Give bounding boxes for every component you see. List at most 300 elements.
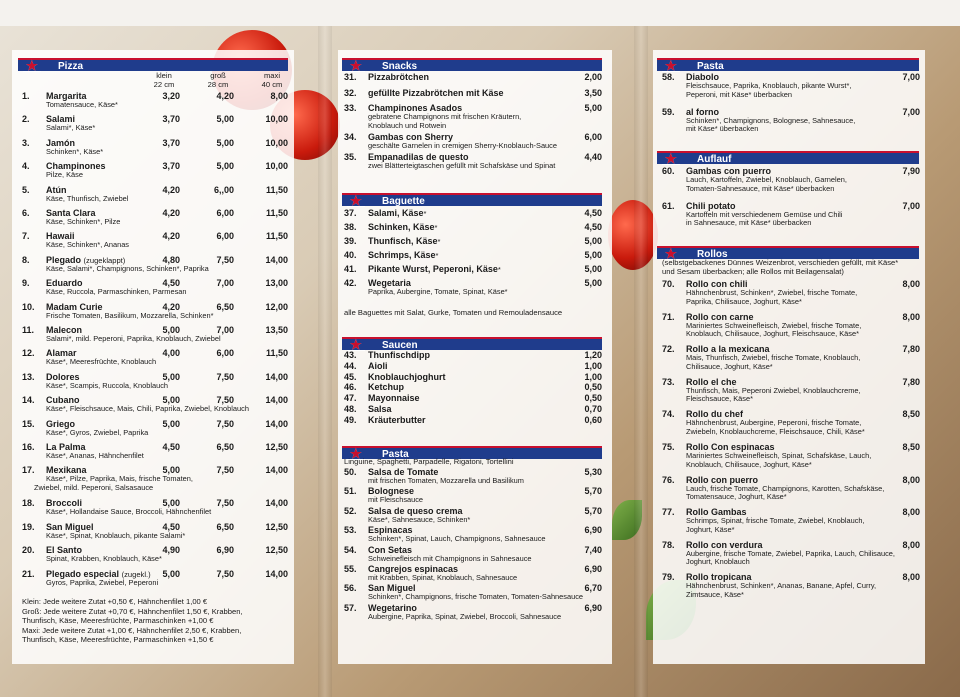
item-price: 14,00 bbox=[265, 254, 288, 265]
item-price: 8,00 bbox=[902, 474, 920, 485]
item-star: * bbox=[435, 251, 439, 260]
fold-line bbox=[634, 26, 648, 697]
item-name bbox=[368, 382, 404, 392]
item-price: 5,70 bbox=[584, 505, 602, 516]
item-number: 40. bbox=[344, 250, 357, 260]
item-price: 4,20 bbox=[162, 301, 180, 312]
item-name-text: La Palma bbox=[46, 442, 86, 452]
item-description: Käse, Schinken*, Ananas bbox=[46, 240, 129, 250]
section-title: Pasta bbox=[697, 61, 724, 72]
item-number: 75. bbox=[662, 442, 675, 452]
item-price: 5,00 bbox=[584, 250, 602, 260]
item-description: Knoblauch, Chilisauce, Joghurt, Käse* bbox=[686, 459, 812, 469]
item-price: 7,50 bbox=[216, 371, 234, 382]
item-price: 4,90 bbox=[162, 545, 180, 556]
item-description: Schinken*, Champignons, frische Tomaten, Tomaten-Sahnesauce bbox=[368, 592, 584, 602]
item-description: Lauch, Kartoffeln, Zwiebel, Knoblauch, Garnelen, bbox=[686, 175, 847, 184]
item-name-text: Thunfisch, Käse bbox=[368, 236, 438, 246]
item-price: 12,50 bbox=[265, 545, 288, 556]
item-description: mit Käse* überbacken bbox=[686, 124, 759, 134]
item-description: Thunfisch, Mais, Peperoni Zwiebel, Knoblauchcreme, bbox=[686, 385, 861, 395]
item-star: * bbox=[497, 265, 501, 274]
item-price: 7,50 bbox=[216, 465, 234, 476]
item-number: 57. bbox=[344, 602, 357, 613]
item-description: Tomatensauce, Joghurt, Käse* bbox=[686, 492, 787, 502]
item-description: Käse*, Spinat, Knoblauch, pikante Salami* bbox=[46, 530, 186, 540]
item-price: 5,00 bbox=[216, 137, 234, 148]
item-price: 1,20 bbox=[584, 350, 602, 360]
item-number: 55. bbox=[344, 564, 357, 574]
size-cm: 22 cm bbox=[153, 80, 175, 89]
pizza-extra-note: Klein: Jede weitere Zutat +0,50 €, Hähnchenfilet 1,00 € bbox=[22, 597, 208, 606]
item-price: 13,50 bbox=[265, 325, 288, 335]
item-number: 5. bbox=[22, 184, 30, 195]
item-description: Käse*, Hollandaise Sauce, Broccoli, Hähnchenfilet bbox=[46, 507, 212, 517]
item-number: 15. bbox=[22, 418, 35, 429]
item-name-text: Jamón bbox=[46, 137, 76, 148]
item-price: 7,50 bbox=[216, 395, 234, 406]
item-price: 0,70 bbox=[584, 404, 602, 414]
item-description: zwei Blätterteigtaschen gefüllt mit Schafskäse und Spinat bbox=[368, 160, 556, 170]
item-name bbox=[368, 361, 388, 371]
item-price: 10,00 bbox=[265, 114, 288, 125]
item-price: 5,00 bbox=[584, 103, 602, 113]
item-number: 8. bbox=[22, 254, 30, 265]
item-price: 6,00 bbox=[216, 231, 234, 242]
item-description: Schinken*, Spinat, Lauch, Champignons, Sahnesauce bbox=[368, 534, 546, 544]
item-name-note: (zugeklappt) bbox=[83, 255, 126, 265]
item-name-text: Rollo con puerro bbox=[686, 474, 758, 485]
item-name-text: Champinones bbox=[46, 161, 106, 172]
item-name-text: Salami, Käse bbox=[368, 208, 424, 218]
item-description: Zimtsauce, Käse* bbox=[686, 590, 744, 599]
star-flag-icon: ★ bbox=[350, 58, 362, 73]
item-number: 73. bbox=[662, 376, 675, 387]
item-name bbox=[368, 236, 440, 247]
item-name-text: Schrimps, Käse bbox=[368, 250, 436, 260]
item-price: 5,00 bbox=[162, 465, 180, 476]
item-price: 0,50 bbox=[584, 393, 602, 404]
size-cm: 40 cm bbox=[261, 80, 283, 89]
item-name-text: Wegetarino bbox=[368, 602, 417, 613]
size-cm: 28 cm bbox=[207, 80, 229, 89]
item-price: 7,50 bbox=[216, 498, 234, 509]
item-name-text: Wegetaria bbox=[368, 278, 411, 288]
item-price: 7,00 bbox=[216, 278, 234, 289]
item-price: 3,70 bbox=[162, 114, 180, 125]
item-price: 0,60 bbox=[584, 414, 602, 425]
item-number: 48. bbox=[344, 404, 357, 414]
item-number: 35. bbox=[344, 151, 357, 162]
item-price: 7,00 bbox=[902, 106, 920, 117]
rollos-intro: (selbstgebackenes Dünnes Weizenbrot, verschieden gefüllt, mit Käse* bbox=[662, 258, 899, 267]
item-name-text: Schinken, Käse bbox=[368, 222, 435, 232]
item-description: Joghurt, Käse* bbox=[686, 524, 735, 534]
item-number: 41. bbox=[344, 264, 357, 274]
item-number: 32. bbox=[344, 87, 357, 98]
item-price: 6,90 bbox=[216, 545, 234, 556]
item-price: 3,70 bbox=[162, 137, 180, 148]
item-description: Lauch, frische Tomate, Champignons, Karotten, Schafskäse, bbox=[686, 483, 885, 493]
item-star: * bbox=[437, 237, 441, 246]
item-price: 5,00 bbox=[162, 418, 180, 429]
item-name-text: Thunfischdipp bbox=[368, 350, 430, 360]
item-number: 49. bbox=[344, 414, 357, 425]
item-name-text: Plegado especial bbox=[46, 568, 120, 579]
item-name-text: Santa Clara bbox=[46, 208, 96, 218]
item-number: 39. bbox=[344, 236, 357, 246]
item-name-text: Aioli bbox=[368, 360, 388, 371]
item-name bbox=[368, 222, 438, 233]
item-name-text: Pikante Wurst, Peperoni, Käse bbox=[368, 264, 498, 274]
item-description: Käse, Salami*, Champignons, Schinken*, Paprika bbox=[46, 263, 209, 273]
item-number: 34. bbox=[344, 131, 357, 142]
item-price: 7,00 bbox=[902, 72, 920, 82]
item-price: 6,,00 bbox=[213, 184, 234, 195]
item-description: Käse*, Gyros, Zwiebel, Paprika bbox=[46, 427, 149, 437]
section-title: Saucen bbox=[382, 340, 418, 351]
item-number: 13. bbox=[22, 371, 35, 382]
item-price: 14,00 bbox=[265, 371, 288, 382]
item-name-text: Margarita bbox=[46, 91, 87, 101]
item-price: 4,20 bbox=[162, 184, 180, 195]
section-title: Auflauf bbox=[697, 154, 732, 165]
item-price: 8,00 bbox=[902, 311, 920, 322]
item-price: 5,00 bbox=[162, 325, 180, 335]
item-name-text: San Miguel bbox=[46, 521, 94, 532]
item-number: 19. bbox=[22, 521, 35, 532]
pasta-header bbox=[657, 58, 919, 71]
top-strip bbox=[0, 0, 960, 26]
item-price: 6,90 bbox=[584, 602, 602, 613]
item-price: 4,50 bbox=[162, 442, 180, 452]
item-price: 10,00 bbox=[265, 137, 288, 148]
item-price: 8,50 bbox=[902, 442, 920, 452]
item-name-text: Rollo Con espinacas bbox=[686, 442, 775, 452]
star-flag-icon: ★ bbox=[350, 337, 362, 352]
star-flag-icon: ★ bbox=[665, 58, 677, 73]
item-number: 7. bbox=[22, 231, 30, 242]
item-price: 12,00 bbox=[265, 301, 288, 312]
item-price: 3,20 bbox=[162, 91, 180, 101]
item-number: 6. bbox=[22, 208, 30, 218]
item-name-text: Bolognese bbox=[368, 486, 415, 497]
item-price: 5,00 bbox=[162, 371, 180, 382]
item-price: 7,80 bbox=[902, 344, 920, 355]
item-price: 14,00 bbox=[265, 465, 288, 476]
item-name-text: Mayonnaise bbox=[368, 393, 420, 404]
item-name-text: Con Setas bbox=[368, 544, 413, 555]
item-price: 7,80 bbox=[902, 376, 920, 387]
item-price: 7,50 bbox=[216, 568, 234, 579]
item-description: Gyros, Paprika, Zwiebel, Peperoni bbox=[46, 577, 159, 587]
item-price: 8,00 bbox=[902, 279, 920, 289]
pizza-extra-note: Thunfisch, Käse, Meeresfrüchte, Parmaschinken +1,00 € bbox=[22, 616, 214, 626]
size-label: klein bbox=[156, 71, 172, 80]
item-name-text: Knoblauchjoghurt bbox=[368, 371, 446, 382]
item-name-text: Malecon bbox=[46, 325, 83, 335]
item-description: Käse, Schinken*, Pilze bbox=[46, 217, 121, 226]
star-flag-icon: ★ bbox=[665, 151, 677, 166]
item-star: * bbox=[434, 223, 438, 232]
item-name-text: Cubano bbox=[46, 395, 80, 406]
item-name bbox=[368, 264, 501, 275]
item-price: 6,00 bbox=[216, 208, 234, 218]
item-description: Pilze, Käse bbox=[46, 170, 83, 180]
item-name bbox=[368, 88, 504, 98]
item-name bbox=[368, 404, 392, 414]
item-price: 11,50 bbox=[265, 348, 288, 359]
item-description: Hähnchenbrust, Aubergine, Peperoni, frische Tomate, bbox=[686, 418, 862, 428]
item-description: Mariniertes Schweinefleisch, Zwiebel, frische Tomate, bbox=[686, 320, 862, 330]
item-description: in Sahnesauce, mit Käse* überbacken bbox=[686, 218, 812, 228]
item-description: Zwiebeln, Knoblauchcreme, Fleischsauce, Chili, Käse* bbox=[686, 427, 865, 436]
item-description: Peperoni, mit Käse* überbacken bbox=[686, 89, 792, 99]
item-name-text: Champinones Asados bbox=[368, 103, 463, 113]
item-name-text: Rollo con carne bbox=[686, 311, 754, 322]
item-price: 5,30 bbox=[584, 467, 602, 477]
item-price: 8,00 bbox=[902, 507, 920, 518]
snacks-header bbox=[342, 58, 602, 71]
item-number: 54. bbox=[344, 544, 357, 555]
item-name-text: gefüllte Pizzabrötchen mit Käse bbox=[368, 87, 504, 98]
item-name-text: Dolores bbox=[46, 371, 80, 382]
item-price: 6,00 bbox=[584, 131, 602, 142]
item-price: 5,00 bbox=[584, 278, 602, 288]
star-flag-icon: ★ bbox=[26, 58, 38, 73]
item-description: Hähnchenbrust, Schinken*, Zwiebel, frische Tomate, bbox=[686, 288, 858, 297]
item-description: mit Fleischsauce bbox=[368, 495, 424, 505]
item-description: Salami*, Käse* bbox=[46, 123, 96, 133]
item-name-text: Rollo a la mexicana bbox=[686, 344, 770, 355]
item-name-text: Rollo el che bbox=[686, 376, 737, 387]
item-description: Aubergine, Paprika, Spinat, Zwiebel, Broccoli, Sahnesauce bbox=[368, 611, 562, 621]
section-title: Snacks bbox=[382, 61, 418, 72]
item-name-text: Atún bbox=[46, 184, 67, 195]
item-name-text: Rollo du chef bbox=[686, 409, 743, 420]
pizza-extra-note: Maxi: Jede weitere Zutat +1,00 €, Hähnchenfilet 2,50 €, Krabben, bbox=[22, 625, 242, 635]
item-number: 3. bbox=[22, 137, 30, 148]
item-name-text: Alamar bbox=[46, 348, 77, 359]
item-number: 45. bbox=[344, 371, 357, 382]
item-name-text: Salami bbox=[46, 114, 76, 125]
auflauf-header bbox=[657, 151, 919, 164]
item-name-text: El Santo bbox=[46, 545, 83, 556]
item-name-text: Salsa bbox=[368, 404, 392, 414]
item-number: 72. bbox=[662, 344, 675, 355]
item-number: 38. bbox=[344, 222, 357, 232]
item-price: 6,50 bbox=[216, 442, 234, 452]
item-name-text: Broccoli bbox=[46, 498, 83, 509]
item-number: 20. bbox=[22, 545, 35, 556]
item-star: * bbox=[423, 209, 427, 218]
baguette-note: alle Baguettes mit Salat, Gurke, Tomaten und Remouladensauce bbox=[344, 308, 563, 317]
item-name bbox=[368, 393, 420, 403]
item-price: 5,00 bbox=[584, 236, 602, 246]
pizza-header bbox=[18, 58, 288, 71]
item-number: 17. bbox=[22, 465, 35, 476]
item-description: Spinat, Krabben, Knoblauch, Käse* bbox=[46, 554, 162, 564]
item-name-text: Eduardo bbox=[46, 278, 83, 289]
item-price: 4,00 bbox=[162, 348, 180, 359]
item-description: Schweinefleisch mit Champignons in Sahnesauce bbox=[368, 553, 532, 563]
item-description: mit Krabben, Spinat, Knoblauch, Sahnesauce bbox=[368, 573, 518, 582]
item-name-text: al forno bbox=[686, 106, 719, 117]
star-flag-icon: ★ bbox=[665, 246, 677, 261]
item-number: 4. bbox=[22, 161, 30, 172]
item-description: Käse, Ruccola, Parmaschinken, Parmesan bbox=[46, 287, 187, 297]
item-number: 70. bbox=[662, 279, 675, 289]
item-price: 5,70 bbox=[584, 486, 602, 497]
item-description: Schinken*, Käse* bbox=[46, 146, 104, 156]
item-price: 14,00 bbox=[265, 418, 288, 429]
item-price: 5,00 bbox=[162, 498, 180, 509]
item-name-text: Madam Curie bbox=[46, 301, 103, 312]
item-price: 8,50 bbox=[902, 409, 920, 420]
item-name-text: Hawaii bbox=[46, 231, 75, 242]
item-price: 7,00 bbox=[216, 325, 234, 335]
item-description: geschälte Garnelen in cremigen Sherry-Knoblauch-Sauce bbox=[368, 140, 557, 150]
item-price: 6,50 bbox=[216, 301, 234, 312]
item-name bbox=[368, 208, 427, 219]
item-description: mit frischen Tomaten, Mozzarella und Basilikum bbox=[368, 476, 524, 485]
item-description: Joghurt, Knoblauch bbox=[686, 557, 750, 567]
item-description: Käse*, Sahnesauce, Schinken* bbox=[368, 514, 471, 524]
item-price: 7,00 bbox=[902, 200, 920, 211]
item-price: 5,00 bbox=[162, 395, 180, 406]
item-price: 6,90 bbox=[584, 564, 602, 574]
item-description: Mais, Thunfisch, Zwiebel, frische Tomate, Knoblauch, bbox=[686, 353, 861, 363]
item-number: 1. bbox=[22, 91, 30, 101]
item-price: 7,40 bbox=[584, 544, 602, 555]
item-price: 3,70 bbox=[162, 161, 180, 172]
item-number: 33. bbox=[344, 103, 357, 113]
item-price: 4,40 bbox=[584, 151, 602, 162]
item-description: Tomaten-Sahnesauce, mit Käse* überbacken bbox=[686, 183, 835, 193]
item-price: 3,50 bbox=[584, 87, 602, 98]
item-name bbox=[368, 250, 439, 261]
item-description: Aubergine, frische Tomate, Zwiebel, Paprika, Lauch, Chilisauce, bbox=[686, 548, 895, 558]
item-number: 58. bbox=[662, 72, 675, 82]
item-number: 21. bbox=[22, 568, 35, 579]
item-price: 12,50 bbox=[265, 521, 288, 532]
item-price: 1,00 bbox=[584, 360, 602, 371]
item-number: 77. bbox=[662, 507, 675, 518]
pizza-extra-note: Groß: Jede weitere Zutat +0,70 €, Hähnchenfilet 1,50 €, Krabben, bbox=[22, 606, 243, 616]
item-description: Mariniertes Schweinefleisch, Spinat, Schafskäse, Lauch, bbox=[686, 451, 872, 460]
item-number: 18. bbox=[22, 498, 35, 509]
item-description: Paprika, Aubergine, Tomate, Spinat, Käse* bbox=[368, 287, 508, 296]
item-description: Hähnchenbrust, Schinken*, Ananas, Banane, Apfel, Curry, bbox=[686, 581, 877, 591]
item-number: 42. bbox=[344, 278, 357, 288]
rollos-intro: und Sesam überbacken; alle Rollos mit Beilagensalat) bbox=[662, 267, 844, 276]
item-description: Tomatensauce, Käse* bbox=[46, 100, 118, 109]
item-price: 5,00 bbox=[216, 114, 234, 125]
item-price: 7,50 bbox=[216, 418, 234, 429]
item-price: 1,00 bbox=[584, 371, 602, 382]
item-description: Käse*, Pilze, Paprika, Mais, frische Tomaten, bbox=[46, 474, 193, 484]
item-price: 4,80 bbox=[162, 254, 180, 265]
item-name-text: Ketchup bbox=[368, 382, 404, 393]
item-name-text: Plegado bbox=[46, 254, 82, 265]
item-number: 9. bbox=[22, 278, 30, 289]
item-price: 8,00 bbox=[902, 539, 920, 550]
item-name-note: (zugekl.) bbox=[121, 569, 151, 579]
item-price: 12,50 bbox=[265, 442, 288, 452]
item-number: 14. bbox=[22, 395, 35, 406]
item-description: Käse*, Scampis, Ruccola, Knoblauch bbox=[46, 380, 169, 390]
item-name-text: Cangrejos espinacas bbox=[368, 564, 459, 574]
item-number: 44. bbox=[344, 360, 357, 371]
item-name-text: Rollo tropicana bbox=[686, 572, 752, 583]
item-name-text: Rollo con verdura bbox=[686, 539, 763, 550]
item-number: 43. bbox=[344, 350, 357, 360]
item-number: 59. bbox=[662, 106, 675, 117]
item-description: Käse*, Fleischsauce, Mais, Chili, Paprika, Zwiebel, Knoblauch bbox=[46, 404, 249, 414]
item-number: 46. bbox=[344, 382, 357, 393]
item-name-text: Chili potato bbox=[686, 200, 736, 211]
star-flag-icon: ★ bbox=[350, 446, 362, 461]
item-number: 37. bbox=[344, 208, 357, 218]
item-price: 8,00 bbox=[270, 91, 288, 101]
item-number: 12. bbox=[22, 348, 35, 359]
fold-line bbox=[318, 26, 332, 697]
item-description: gebratene Champignons mit frischen Kräutern, bbox=[368, 112, 522, 121]
item-name-text: San Miguel bbox=[368, 583, 416, 594]
item-price: 2,00 bbox=[584, 72, 602, 82]
item-price: 0,50 bbox=[584, 382, 602, 393]
item-price: 4,50 bbox=[162, 278, 180, 289]
item-name-text: Pizzabrötchen bbox=[368, 72, 430, 82]
item-description: Paprika, Chilisauce, Joghurt, Käse* bbox=[686, 296, 802, 306]
item-number: 50. bbox=[344, 467, 357, 477]
item-price: 4,50 bbox=[584, 222, 602, 232]
item-name-text: Gambas con puerro bbox=[686, 166, 772, 176]
item-name-text: Rollo Gambas bbox=[686, 507, 747, 518]
item-number: 51. bbox=[344, 486, 357, 497]
item-number: 74. bbox=[662, 409, 675, 420]
item-description: Käse, Thunfisch, Zwiebel bbox=[46, 193, 129, 203]
item-number: 78. bbox=[662, 539, 675, 550]
item-number: 52. bbox=[344, 505, 357, 516]
star-flag-icon: ★ bbox=[350, 193, 362, 208]
item-price: 4,50 bbox=[584, 208, 602, 218]
item-price: 8,00 bbox=[902, 572, 920, 583]
section-title: Pasta bbox=[382, 449, 409, 460]
item-price: 5,00 bbox=[584, 264, 602, 274]
item-description: Fleischsauce, Paprika, Knoblauch, pikante Wurst*, bbox=[686, 81, 852, 90]
item-description: Knoblauch und Rotwein bbox=[368, 120, 447, 130]
item-name-text: Gambas con Sherry bbox=[368, 131, 454, 142]
item-name-text: Griego bbox=[46, 418, 76, 429]
item-name-text: Espinacas bbox=[368, 525, 413, 536]
tomato-image bbox=[608, 200, 658, 270]
section-title: Rollos bbox=[697, 249, 728, 260]
item-price: 4,20 bbox=[162, 231, 180, 242]
pasta-intro: Linguine, Spaghetti, Parpadelle, Rigatoni, Tortellini bbox=[344, 457, 514, 466]
item-name bbox=[368, 372, 446, 382]
item-number: 31. bbox=[344, 72, 357, 82]
item-price: 10,00 bbox=[265, 161, 288, 172]
item-price: 6,90 bbox=[584, 525, 602, 536]
item-description: Fleischsauce, Käse* bbox=[686, 394, 753, 404]
item-price: 5,00 bbox=[216, 161, 234, 172]
item-description: Kartoffeln mit verschiedenem Gemüse und Chili bbox=[686, 209, 843, 219]
item-number: 56. bbox=[344, 583, 357, 594]
section-title: Baguette bbox=[382, 196, 425, 207]
item-name bbox=[368, 72, 429, 82]
item-number: 53. bbox=[344, 525, 357, 536]
